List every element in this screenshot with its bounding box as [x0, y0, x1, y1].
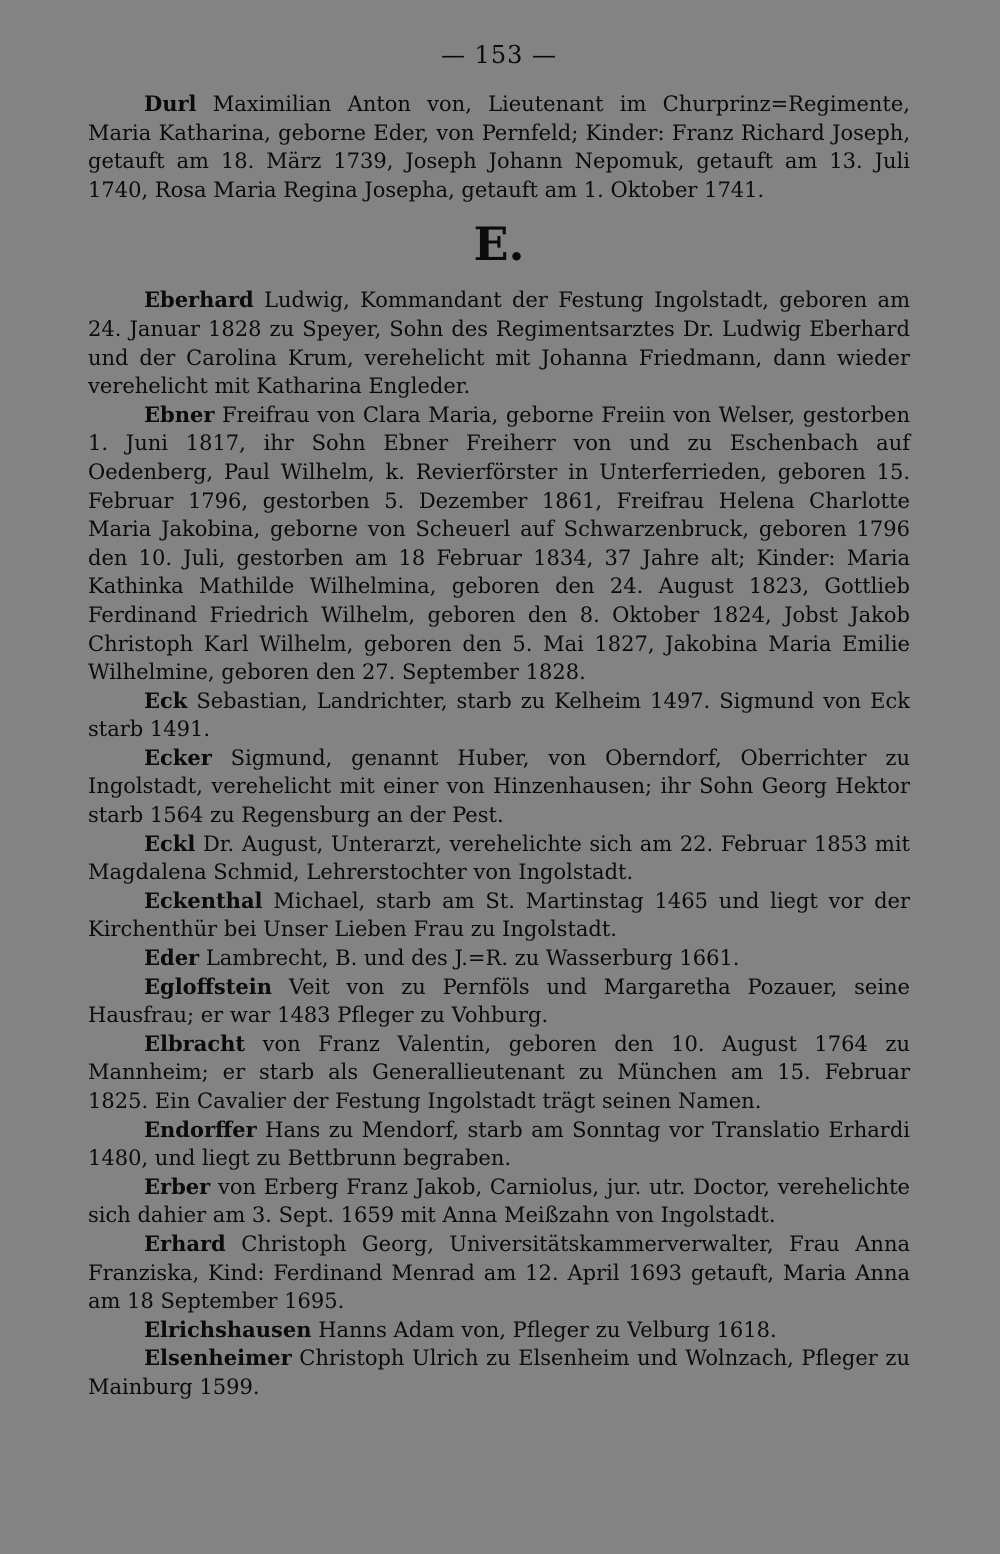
- section-letter-heading: E.: [473, 217, 525, 272]
- page-number: — 153 —: [440, 41, 558, 69]
- entry-surname: Erber: [144, 1173, 211, 1199]
- entry-erber: [88, 1173, 910, 1230]
- entry-endorffer: [88, 1116, 910, 1173]
- entry-text: Ludwig, Kommandant der Festung Ingolstadt, geboren am 24. Januar 1828 zu Speyer, Sohn des Regimentsarztes Dr. Ludwig Eberhard und der Carolina Krum, verehelicht mit Johanna Friedmann, dann wieder verehelicht mit Katharina Engleder.: [88, 288, 910, 399]
- entry-text: Hanns Adam von, Pfleger zu Velburg 1618.: [318, 1317, 777, 1342]
- entry-text: Freifrau von Clara Maria, geborne Freiin von Welser, gestorben 1. Juni 1817, ihr Sohn Ebner Freiherr von und zu Eschenbach auf Oedenberg, Paul Wilhelm, k. Revierförster in Unterferrieden, geboren 15. Februar 1796, gestorben 5. Dezember 1861, Freifrau Helena Charlotte Maria Jakobina, geborne von Scheuerl auf Schwarzenbruck, geboren 1796 den 10. Juli, gestorben am 18 Februar 1834, 37 Jahre alt; Kinder: Maria Kathinka Mathilde Wilhelmina, geboren den 24. August 1823, Gottlieb Ferdinand Friedrich Wilhelm, geboren den 8. Oktober 1824, Jobst Jakob Christoph Karl Wilhelm, geboren den 5. Mai 1827, Jakobina Maria Emilie Wilhelmine, geboren den 27. September 1828.: [88, 402, 910, 685]
- entry-text: Sigmund, genannt Huber, von Oberndorf, Oberrichter zu Ingolstadt, verehelicht mit einer von Hinzenhausen; ihr Sohn Georg Hektor starb 1564 zu Regensburg an der Pest.: [88, 745, 910, 828]
- entry-erhard: [88, 1230, 910, 1316]
- entry-eck: [88, 687, 910, 744]
- entry-durl: [88, 90, 910, 204]
- entry-text: Michael, starb am St. Martinstag 1465 und liegt vor der Kirchenthür bei Unser Lieben Frau zu Ingolstadt.: [88, 888, 910, 942]
- entry-surname: Eck: [144, 687, 188, 713]
- entry-egloffstein: [88, 973, 910, 1030]
- entry-text: Veit von zu Pernföls und Margaretha Pozauer, seine Hausfrau; er war 1483 Pfleger zu Vohburg.: [88, 974, 910, 1028]
- entry-surname: Erhard: [144, 1230, 226, 1256]
- entry-elbracht: [88, 1030, 910, 1116]
- entry-ecker: [88, 744, 910, 830]
- entry-surname: Elrichshausen: [144, 1316, 312, 1342]
- entry-text: von Erberg Franz Jakob, Carniolus, jur. utr. Doctor, verehelichte sich dahier am 3. Sept. 1659 mit Anna Meißzahn von Ingolstadt.: [88, 1174, 910, 1228]
- entry-surname: Elsenheimer: [144, 1345, 292, 1371]
- entry-surname: Ecker: [144, 744, 212, 770]
- entry-eckenthal: [88, 887, 910, 944]
- entry-surname: Durl: [144, 91, 197, 116]
- entry-text: Dr. August, Unterarzt, verehelichte sich am 22. Februar 1853 mit Magdalena Schmid, Lehrerstochter von Ingolstadt.: [88, 831, 910, 885]
- entry-surname: Eder: [144, 945, 200, 971]
- entry-ebner: [88, 401, 910, 687]
- entry-text: Hans zu Mendorf, starb am Sonntag vor Translatio Erhardi 1480, und liegt zu Bettbrunn begraben.: [88, 1117, 910, 1171]
- entry-surname: Ebner: [144, 401, 215, 427]
- entry-text: Christoph Ulrich zu Elsenheim und Wolnzach, Pfleger zu Mainburg 1599.: [88, 1346, 910, 1399]
- entry-surname: Eberhard: [144, 287, 254, 313]
- entry-eberhard: [88, 286, 910, 400]
- entry-surname: Endorffer: [144, 1116, 257, 1142]
- entry-text: Christoph Georg, Universitätskammerverwalter, Frau Anna Franziska, Kind: Ferdinand Menrad am 12. April 1693 getauft, Maria Anna am 18 September 1695.: [88, 1231, 910, 1314]
- entry-text: Lambrecht, B. und des J.=R. zu Wasserburg 1661.: [205, 946, 740, 971]
- entry-surname: Egloffstein: [144, 973, 273, 999]
- entry-elrichshausen: [88, 1316, 910, 1345]
- entry-elsenheimer: [88, 1344, 910, 1401]
- entry-text: Sebastian, Landrichter, starb zu Kelheim 1497. Sigmund von Eck starb 1491.: [88, 688, 910, 742]
- entry-surname: Eckenthal: [144, 887, 263, 913]
- entry-surname: Eckl: [144, 830, 196, 856]
- entry-eckl: [88, 830, 910, 887]
- entry-text: von Franz Valentin, geboren den 10. August 1764 zu Mannheim; er starb als Generallieutenant zu München am 15. Februar 1825. Ein Cavalier der Festung Ingolstadt trägt seinen Namen.: [88, 1031, 910, 1113]
- entry-surname: Elbracht: [144, 1030, 246, 1056]
- entry-text: Maximilian Anton von, Lieutenant im Churprinz=Regimente, Maria Katharina, geborne Eder, von Pernfeld; Kinder: Franz Richard Joseph, getauft am 18. März 1739, Joseph Johann Nepomuk, getauft am 13. Juli 1740, Rosa Maria Regina Josepha, getauft am 1. Oktober 1741.: [88, 92, 910, 202]
- entry-eder: [88, 944, 910, 973]
